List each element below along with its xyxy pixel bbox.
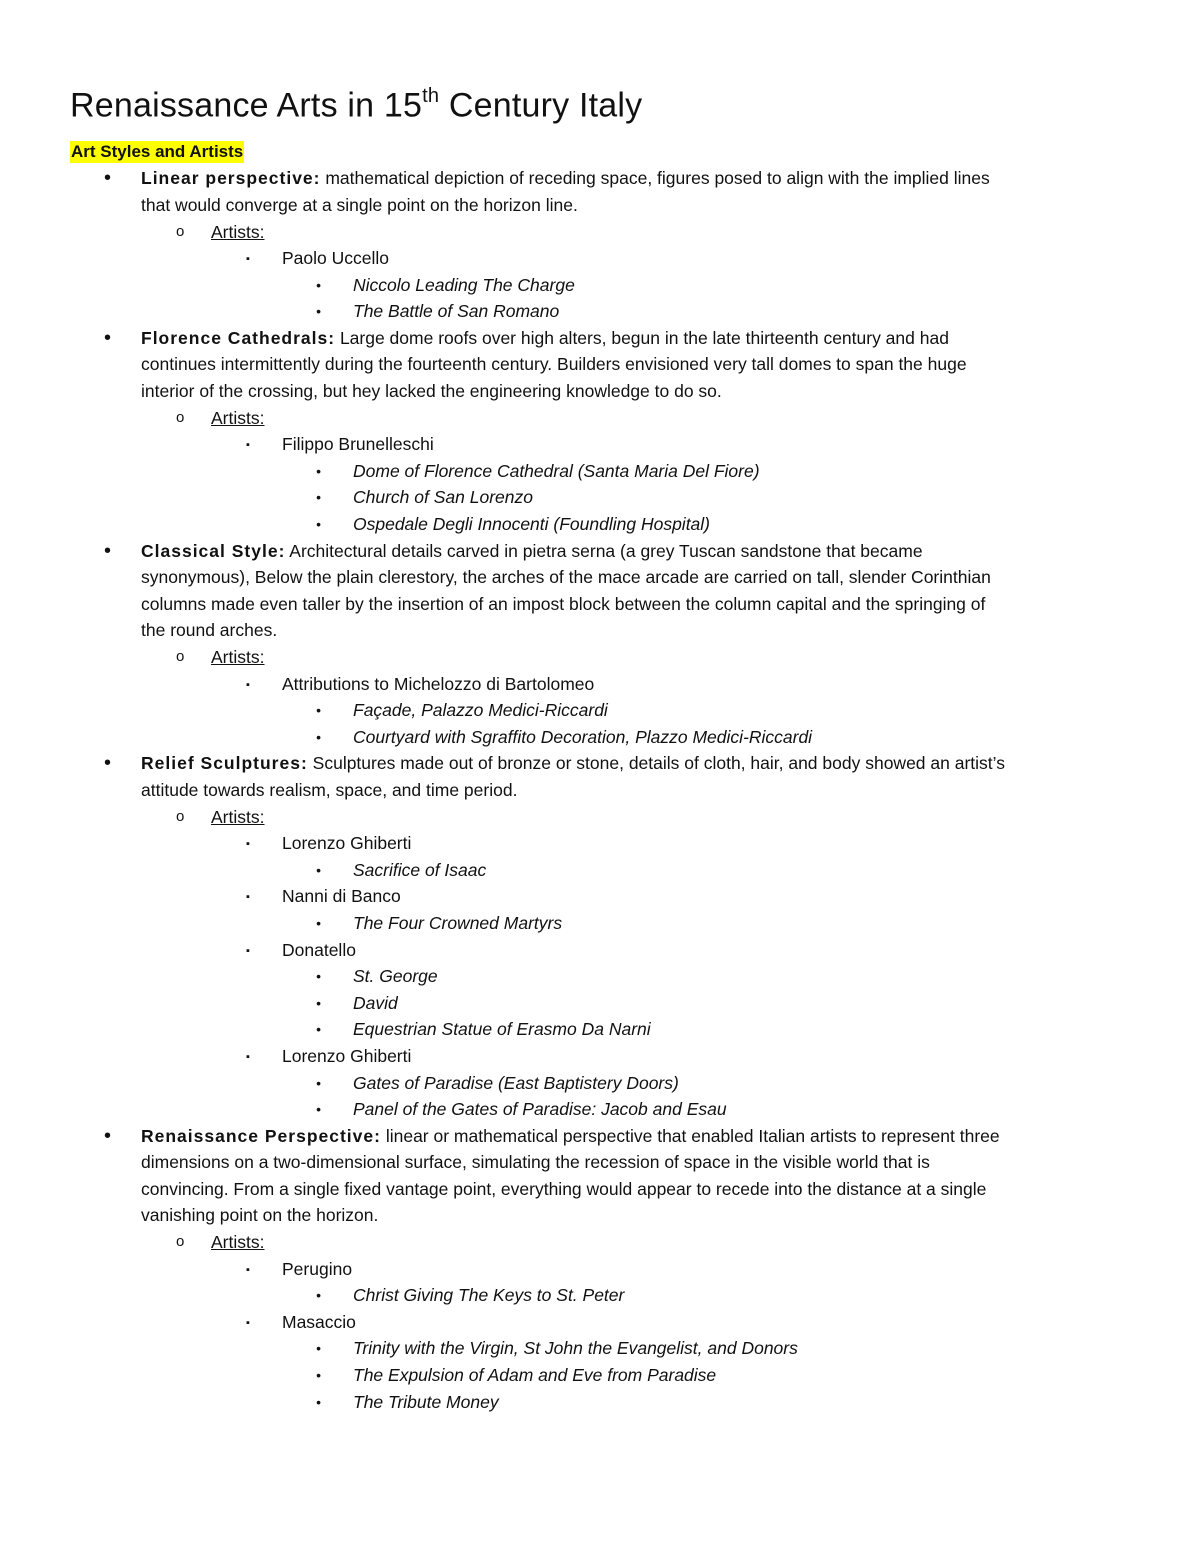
style-item [70, 325, 1140, 352]
artwork-title: Façade, Palazzo Medici-Riccardi [353, 700, 608, 721]
sub-bullet-marker: • [316, 1393, 321, 1410]
style-description: that would converge at a single point on the horizon line. [141, 194, 578, 215]
circle-marker: o [176, 222, 185, 240]
artwork-item [70, 484, 1140, 511]
sub-bullet-marker: • [316, 914, 321, 931]
section-heading: Art Styles and Artists [71, 142, 244, 162]
style-description: Sculptures made out of bronze or stone, details of cloth, hair, and body showed an artist’s [307, 753, 1005, 774]
artist-item [70, 830, 1140, 857]
artist-item [70, 1043, 1140, 1070]
artist-name: Paolo Uccello [282, 248, 389, 269]
artwork-item [70, 458, 1140, 485]
style-description: attitude towards realism, space, and time period. [141, 779, 518, 800]
style-description-line [70, 1149, 1140, 1176]
title-suffix: Century Italy [439, 86, 643, 125]
sub-bullet-marker: • [316, 728, 321, 745]
artists-label: Artists: [211, 221, 265, 242]
artist-name: Lorenzo Ghiberti [282, 1045, 412, 1066]
style-description-line [70, 777, 1140, 804]
artist-name: Attributions to Michelozzo di Bartolomeo [282, 673, 595, 694]
circle-marker: o [176, 1233, 185, 1251]
style-item [70, 750, 1140, 777]
artwork-item [70, 1096, 1140, 1123]
artist-item [70, 671, 1140, 698]
style-term: Linear perspective: [141, 168, 321, 189]
outline-list [70, 165, 1140, 1415]
style-term: Florence Cathedrals: [141, 327, 336, 348]
style-description: vanishing point on the horizon. [141, 1205, 379, 1226]
sub-bullet-marker: • [316, 276, 321, 293]
style-item [70, 538, 1140, 565]
bullet-marker: • [104, 539, 112, 562]
sub-bullet-marker: • [316, 489, 321, 506]
artists-label: Artists: [211, 1232, 265, 1253]
sub-bullet-marker: • [316, 994, 321, 1011]
artist-name: Lorenzo Ghiberti [282, 833, 412, 854]
style-description: columns made even taller by the insertion of an impost block between the column capital and the springing of [141, 593, 986, 614]
document-title [70, 76, 1140, 127]
style-description: Architectural details carved in pietra serna (a grey Tuscan sandstone that became [285, 540, 923, 561]
style-description: the round arches. [141, 620, 278, 641]
artwork-item [70, 990, 1140, 1017]
style-description-line [70, 1202, 1140, 1229]
sub-bullet-marker: • [316, 1021, 321, 1038]
artwork-item [70, 1389, 1140, 1416]
artwork-item [70, 697, 1140, 724]
bullet-marker: • [104, 752, 112, 775]
artwork-item [70, 963, 1140, 990]
artwork-title: Equestrian Statue of Erasmo Da Narni [353, 1019, 651, 1040]
artwork-item [70, 272, 1140, 299]
artwork-title: St. George [353, 966, 438, 987]
square-marker: ▪ [246, 678, 250, 691]
square-marker: ▪ [246, 253, 250, 266]
artists-label-row [70, 804, 1140, 831]
square-marker: ▪ [246, 944, 250, 957]
style-description: synonymous), Below the plain clerestory, the arches of the mace arcade are carried on tall, slender Corinthian [141, 567, 991, 588]
artists-label: Artists: [211, 407, 265, 428]
artwork-title: Panel of the Gates of Paradise: Jacob and Esau [353, 1099, 727, 1120]
artwork-item [70, 1335, 1140, 1362]
circle-marker: o [176, 807, 185, 825]
artwork-item [70, 298, 1140, 325]
style-item [70, 165, 1140, 192]
style-description: linear or mathematical perspective that enabled Italian artists to represent three [380, 1125, 1000, 1146]
sub-bullet-marker: • [316, 303, 321, 320]
style-description: convincing. From a single fixed vantage point, everything would appear to recede into the distance at a single [141, 1178, 987, 1199]
square-marker: ▪ [246, 1316, 250, 1329]
artists-label-row [70, 1229, 1140, 1256]
artist-name: Masaccio [282, 1311, 356, 1332]
artwork-title: Courtyard with Sgraffito Decoration, Plazzo Medici-Riccardi [353, 726, 813, 747]
artwork-title: Gates of Paradise (East Baptistery Doors) [353, 1072, 679, 1093]
style-description: continues intermittently during the fourteenth century. Builders envisioned very tall domes to span the huge [141, 354, 967, 375]
artist-item [70, 431, 1140, 458]
artist-name: Perugino [282, 1258, 353, 1279]
style-item [70, 1123, 1140, 1150]
style-description: interior of the crossing, but hey lacked the engineering knowledge to do so. [141, 381, 722, 402]
artist-name: Filippo Brunelleschi [282, 434, 434, 455]
artists-label-row [70, 405, 1140, 432]
artist-item [70, 245, 1140, 272]
artists-label-row [70, 644, 1140, 671]
artwork-item [70, 511, 1140, 538]
sub-bullet-marker: • [316, 1287, 321, 1304]
bullet-marker: • [104, 167, 112, 190]
style-description-line [70, 617, 1140, 644]
artwork-title: Ospedale Degli Innocenti (Foundling Hospital) [353, 514, 711, 535]
artwork-item [70, 910, 1140, 937]
style-term: Renaissance Perspective: [141, 1125, 381, 1146]
title-prefix: Renaissance Arts in 15 [70, 86, 423, 125]
artwork-title: The Four Crowned Martyrs [353, 912, 563, 933]
style-description-line [70, 1176, 1140, 1203]
circle-marker: o [176, 648, 185, 666]
square-marker: ▪ [246, 439, 250, 452]
sub-bullet-marker: • [316, 702, 321, 719]
style-description-line [70, 591, 1140, 618]
style-description-line [70, 378, 1140, 405]
artist-item [70, 1309, 1140, 1336]
title-superscript: th [422, 85, 440, 107]
artist-item [70, 1256, 1140, 1283]
artwork-title: Trinity with the Virgin, St John the Evangelist, and Donors [353, 1338, 798, 1359]
square-marker: ▪ [246, 1050, 250, 1063]
bullet-marker: • [104, 326, 112, 349]
artwork-title: Christ Giving The Keys to St. Peter [353, 1285, 625, 1306]
section-heading-row [70, 141, 1140, 163]
square-marker: ▪ [246, 891, 250, 904]
artwork-title: The Battle of San Romano [353, 301, 560, 322]
artist-name: Nanni di Banco [282, 886, 401, 907]
style-description-line [70, 192, 1140, 219]
artwork-item [70, 724, 1140, 751]
style-description-line [70, 564, 1140, 591]
circle-marker: o [176, 408, 185, 426]
square-marker: ▪ [246, 838, 250, 851]
sub-bullet-marker: • [316, 516, 321, 533]
artwork-title: Niccolo Leading The Charge [353, 274, 575, 295]
artwork-item [70, 1282, 1140, 1309]
artwork-title: David [353, 992, 398, 1013]
sub-bullet-marker: • [316, 1101, 321, 1118]
artist-item [70, 883, 1140, 910]
artwork-item [70, 1362, 1140, 1389]
artwork-title: Dome of Florence Cathedral (Santa Maria Del Fiore) [353, 460, 760, 481]
artists-label: Artists: [211, 806, 265, 827]
sub-bullet-marker: • [316, 861, 321, 878]
artwork-title: The Expulsion of Adam and Eve from Paradise [353, 1365, 717, 1386]
artwork-item [70, 1070, 1140, 1097]
sub-bullet-marker: • [316, 462, 321, 479]
sub-bullet-marker: • [316, 1340, 321, 1357]
artwork-item [70, 857, 1140, 884]
sub-bullet-marker: • [316, 1074, 321, 1091]
sub-bullet-marker: • [316, 1367, 321, 1384]
style-description-line [70, 351, 1140, 378]
artists-label-row [70, 219, 1140, 246]
style-term: Classical Style: [141, 540, 286, 561]
artwork-title: Church of San Lorenzo [353, 487, 533, 508]
artwork-item [70, 1016, 1140, 1043]
style-description: mathematical depiction of receding space, figures posed to align with the implied lines [320, 168, 990, 189]
artwork-title: The Tribute Money [353, 1391, 499, 1412]
artists-label: Artists: [211, 647, 265, 668]
bullet-marker: • [104, 1124, 112, 1147]
artist-item [70, 937, 1140, 964]
style-description: Large dome roofs over high alters, begun in the late thirteenth century and had [335, 327, 949, 348]
style-term: Relief Sculptures: [141, 753, 308, 774]
sub-bullet-marker: • [316, 968, 321, 985]
square-marker: ▪ [246, 1263, 250, 1276]
artist-name: Donatello [282, 939, 356, 960]
artwork-title: Sacrifice of Isaac [353, 859, 487, 880]
document-page [70, 76, 1140, 1415]
style-description: dimensions on a two-dimensional surface, simulating the recession of space in the visible world that is [141, 1152, 930, 1173]
